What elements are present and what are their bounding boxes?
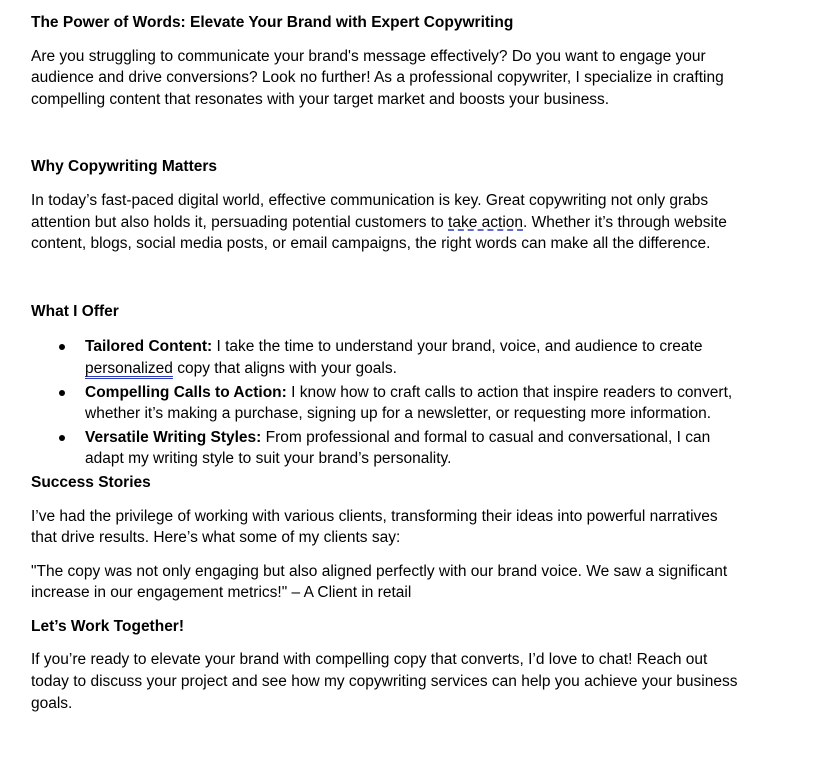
list-item-text: I know how to craft calls to action that inspire readers to convert, whether it’s making a purchase, signing up for a newsletter, or requesting more information.	[85, 383, 733, 423]
why-heading: Why Copywriting Matters	[31, 158, 218, 176]
intro-paragraph: Are you struggling to communicate your brand's message effectively? Do you want to engage your audience and drive conversions? Look no further! As a professional copywriter, I specialize in crafting compelling content that resonates with your target market and boosts your business.	[31, 47, 724, 108]
document-title: The Power of Words: Elevate Your Brand with Expert Copywriting	[31, 14, 514, 31]
success-paragraph: I’ve had the privilege of working with various clients, transforming their ideas into powerful narratives that drive results. Here’s what some of my clients say:	[31, 507, 718, 547]
why-text-after: . Whether it’s through website content, blogs, social media posts, or email campaigns, the right words can make all the difference.	[31, 213, 727, 253]
document-body	[31, 0, 741, 714]
offer-list	[31, 336, 741, 470]
why-text-before: In today’s fast-paced digital world, effective communication is key. Great copywriting not only grabs attention but also holds it, persuading potential customers to	[31, 191, 709, 231]
offer-heading: What I Offer	[31, 302, 119, 320]
spelling-flag-personalized[interactable]: personalized	[85, 359, 173, 377]
grammar-flag-take-action[interactable]: take action	[448, 213, 524, 231]
client-quote: "The copy was not only engaging but also aligned perfectly with our brand voice. We saw a significant increase in our engagement metrics!" – A Client in retail	[31, 562, 728, 602]
list-item-text: From professional and formal to casual and conversational, I can adapt my writing style to suit your brand’s personality.	[85, 428, 711, 468]
list-item	[85, 382, 741, 425]
why-paragraph	[31, 190, 741, 255]
list-item-text-before: I take the time to understand your brand, voice, and audience to create	[212, 338, 703, 356]
work-heading: Let’s Work Together!	[31, 617, 185, 635]
work-paragraph: If you’re ready to elevate your brand with compelling copy that converts, I’d love to chat! Reach out today to discuss your project and see how my copywriting services can help you achieve your business goals.	[31, 651, 738, 712]
list-item-text-after: copy that aligns with your goals.	[172, 359, 397, 377]
list-item	[85, 336, 741, 379]
list-item-label: Versatile Writing Styles:	[85, 428, 262, 446]
success-heading: Success Stories	[31, 473, 151, 491]
list-item-label: Tailored Content:	[85, 338, 213, 356]
list-item	[85, 427, 741, 470]
list-item-label: Compelling Calls to Action:	[85, 383, 287, 401]
